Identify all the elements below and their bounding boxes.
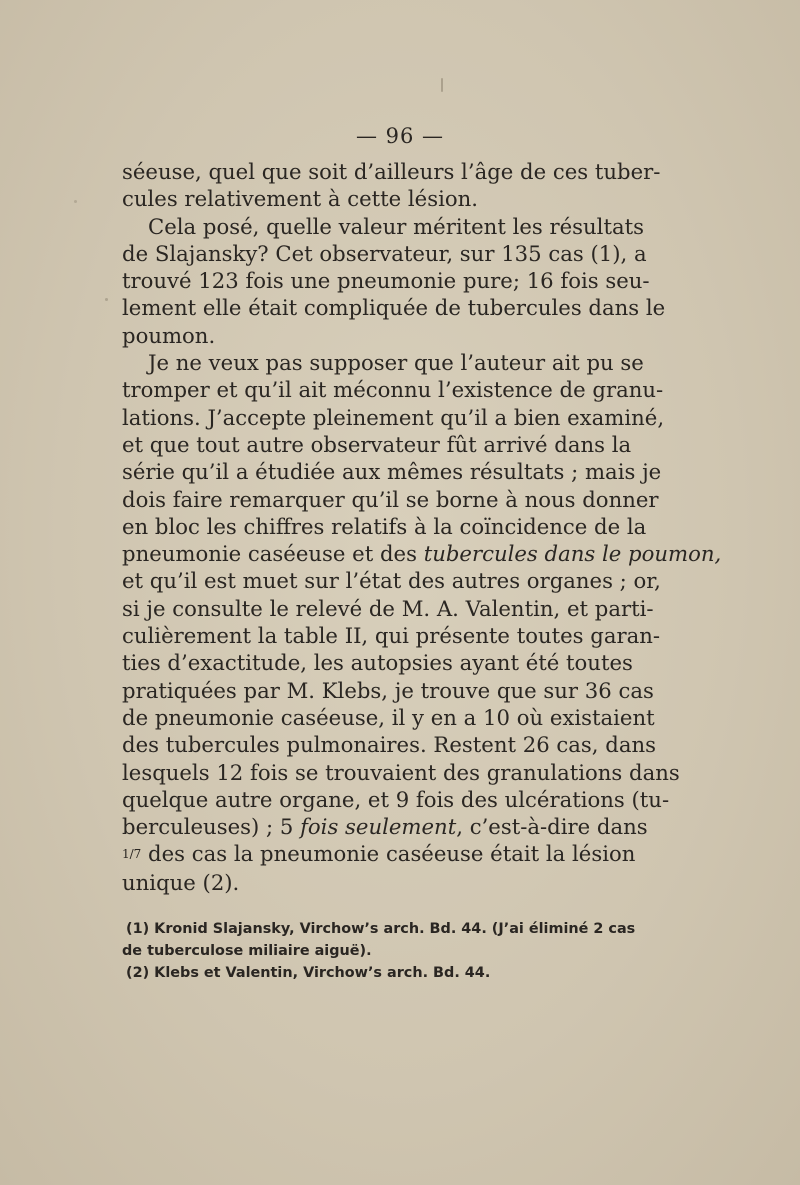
text-line: et qu’il est muet sur l’état des autres organes ; or, <box>122 568 661 594</box>
body-text <box>122 158 722 896</box>
text-line: quelque autre organe, et 9 fois des ulcérations (tu- <box>122 786 670 812</box>
paragraph <box>122 213 666 349</box>
footnote-line: de tuberculose miliaire aiguë). <box>122 943 372 959</box>
text-line: Je ne veux pas supposer que l’auteur ait pu se <box>148 350 644 376</box>
text-line: série qu’il a étudiée aux mêmes résultats ; mais je <box>122 459 662 485</box>
paper-speck <box>74 200 77 203</box>
footnote-line: (1) Kronid Slajansky, Virchow’s arch. Bd. 44. (J’ai éliminé 2 cas <box>126 921 636 937</box>
footnote-2 <box>122 962 602 984</box>
text-line: et que tout autre observateur fût arrivé dans la <box>122 431 632 457</box>
paragraph <box>122 349 722 896</box>
text-line: si je consulte le relevé de M. A. Valentin, et parti- <box>122 595 654 621</box>
text-line: ties d’exactitude, les autopsies ayant été toutes <box>122 650 633 676</box>
footnote-line: (2) Klebs et Valentin, Virchow’s arch. Bd. 44. <box>126 965 491 981</box>
italic-phrase: tubercules dans le poumon, <box>423 541 722 567</box>
text-line: lesquels 12 fois se trouvaient des granulations dans <box>122 759 680 785</box>
text-line: tromper et qu’il ait méconnu l’existence de granu- <box>122 377 664 403</box>
footnote-1 <box>122 918 636 962</box>
paper-speck <box>105 298 108 301</box>
text-line: unique (2). <box>122 869 240 895</box>
text-line: lations. J’accepte pleinement qu’il a bien examiné, <box>122 404 665 430</box>
fraction-one-seventh: 1/7 <box>122 847 142 862</box>
text-run: des cas la pneumonie caséeuse était la lésion <box>141 841 636 867</box>
text-line: des tubercules pulmonaires. Restent 26 cas, dans <box>122 732 656 758</box>
text-line: trouvé 123 fois une pneumonie pure; 16 fois seu- <box>122 268 650 294</box>
text-line: pratiquées par M. Klebs, je trouve que sur 36 cas <box>122 677 654 703</box>
text-line-with-italic <box>122 540 722 567</box>
text-line: culièrement la table II, qui présente toutes garan- <box>122 623 661 649</box>
footnotes <box>122 918 636 984</box>
text-run: berculeuses) ; 5 <box>122 814 301 840</box>
text-line-with-fraction <box>122 840 636 868</box>
text-line: lement elle était compliquée de tubercules dans le <box>122 295 666 321</box>
text-line: de pneumonie caséeuse, il y en a 10 où existaient <box>122 704 655 730</box>
paragraph <box>122 158 661 213</box>
text-line: séeuse, quel que soit d’ailleurs l’âge de ces tuber- <box>122 159 661 184</box>
text-line: Cela posé, quelle valeur méritent les résultats <box>148 213 644 239</box>
text-line: de Slajansky? Cet observateur, sur 135 cas (1), a <box>122 240 647 266</box>
text-line: en bloc les chiffres relatifs à la coïncidence de la <box>122 513 647 539</box>
paper-speck <box>441 78 443 92</box>
text-line: cules relativement à cette lésion. <box>122 186 479 212</box>
italic-phrase: fois seulement <box>300 814 457 840</box>
text-line: dois faire remarquer qu’il se borne à nous donner <box>122 486 659 512</box>
text-line-with-italic <box>122 813 648 840</box>
page-number: — 96 — <box>355 124 445 148</box>
text-run: , c’est-à-dire dans <box>456 814 648 840</box>
text-run: pneumonie caséeuse et des <box>122 541 424 567</box>
text-line: poumon. <box>122 322 216 348</box>
